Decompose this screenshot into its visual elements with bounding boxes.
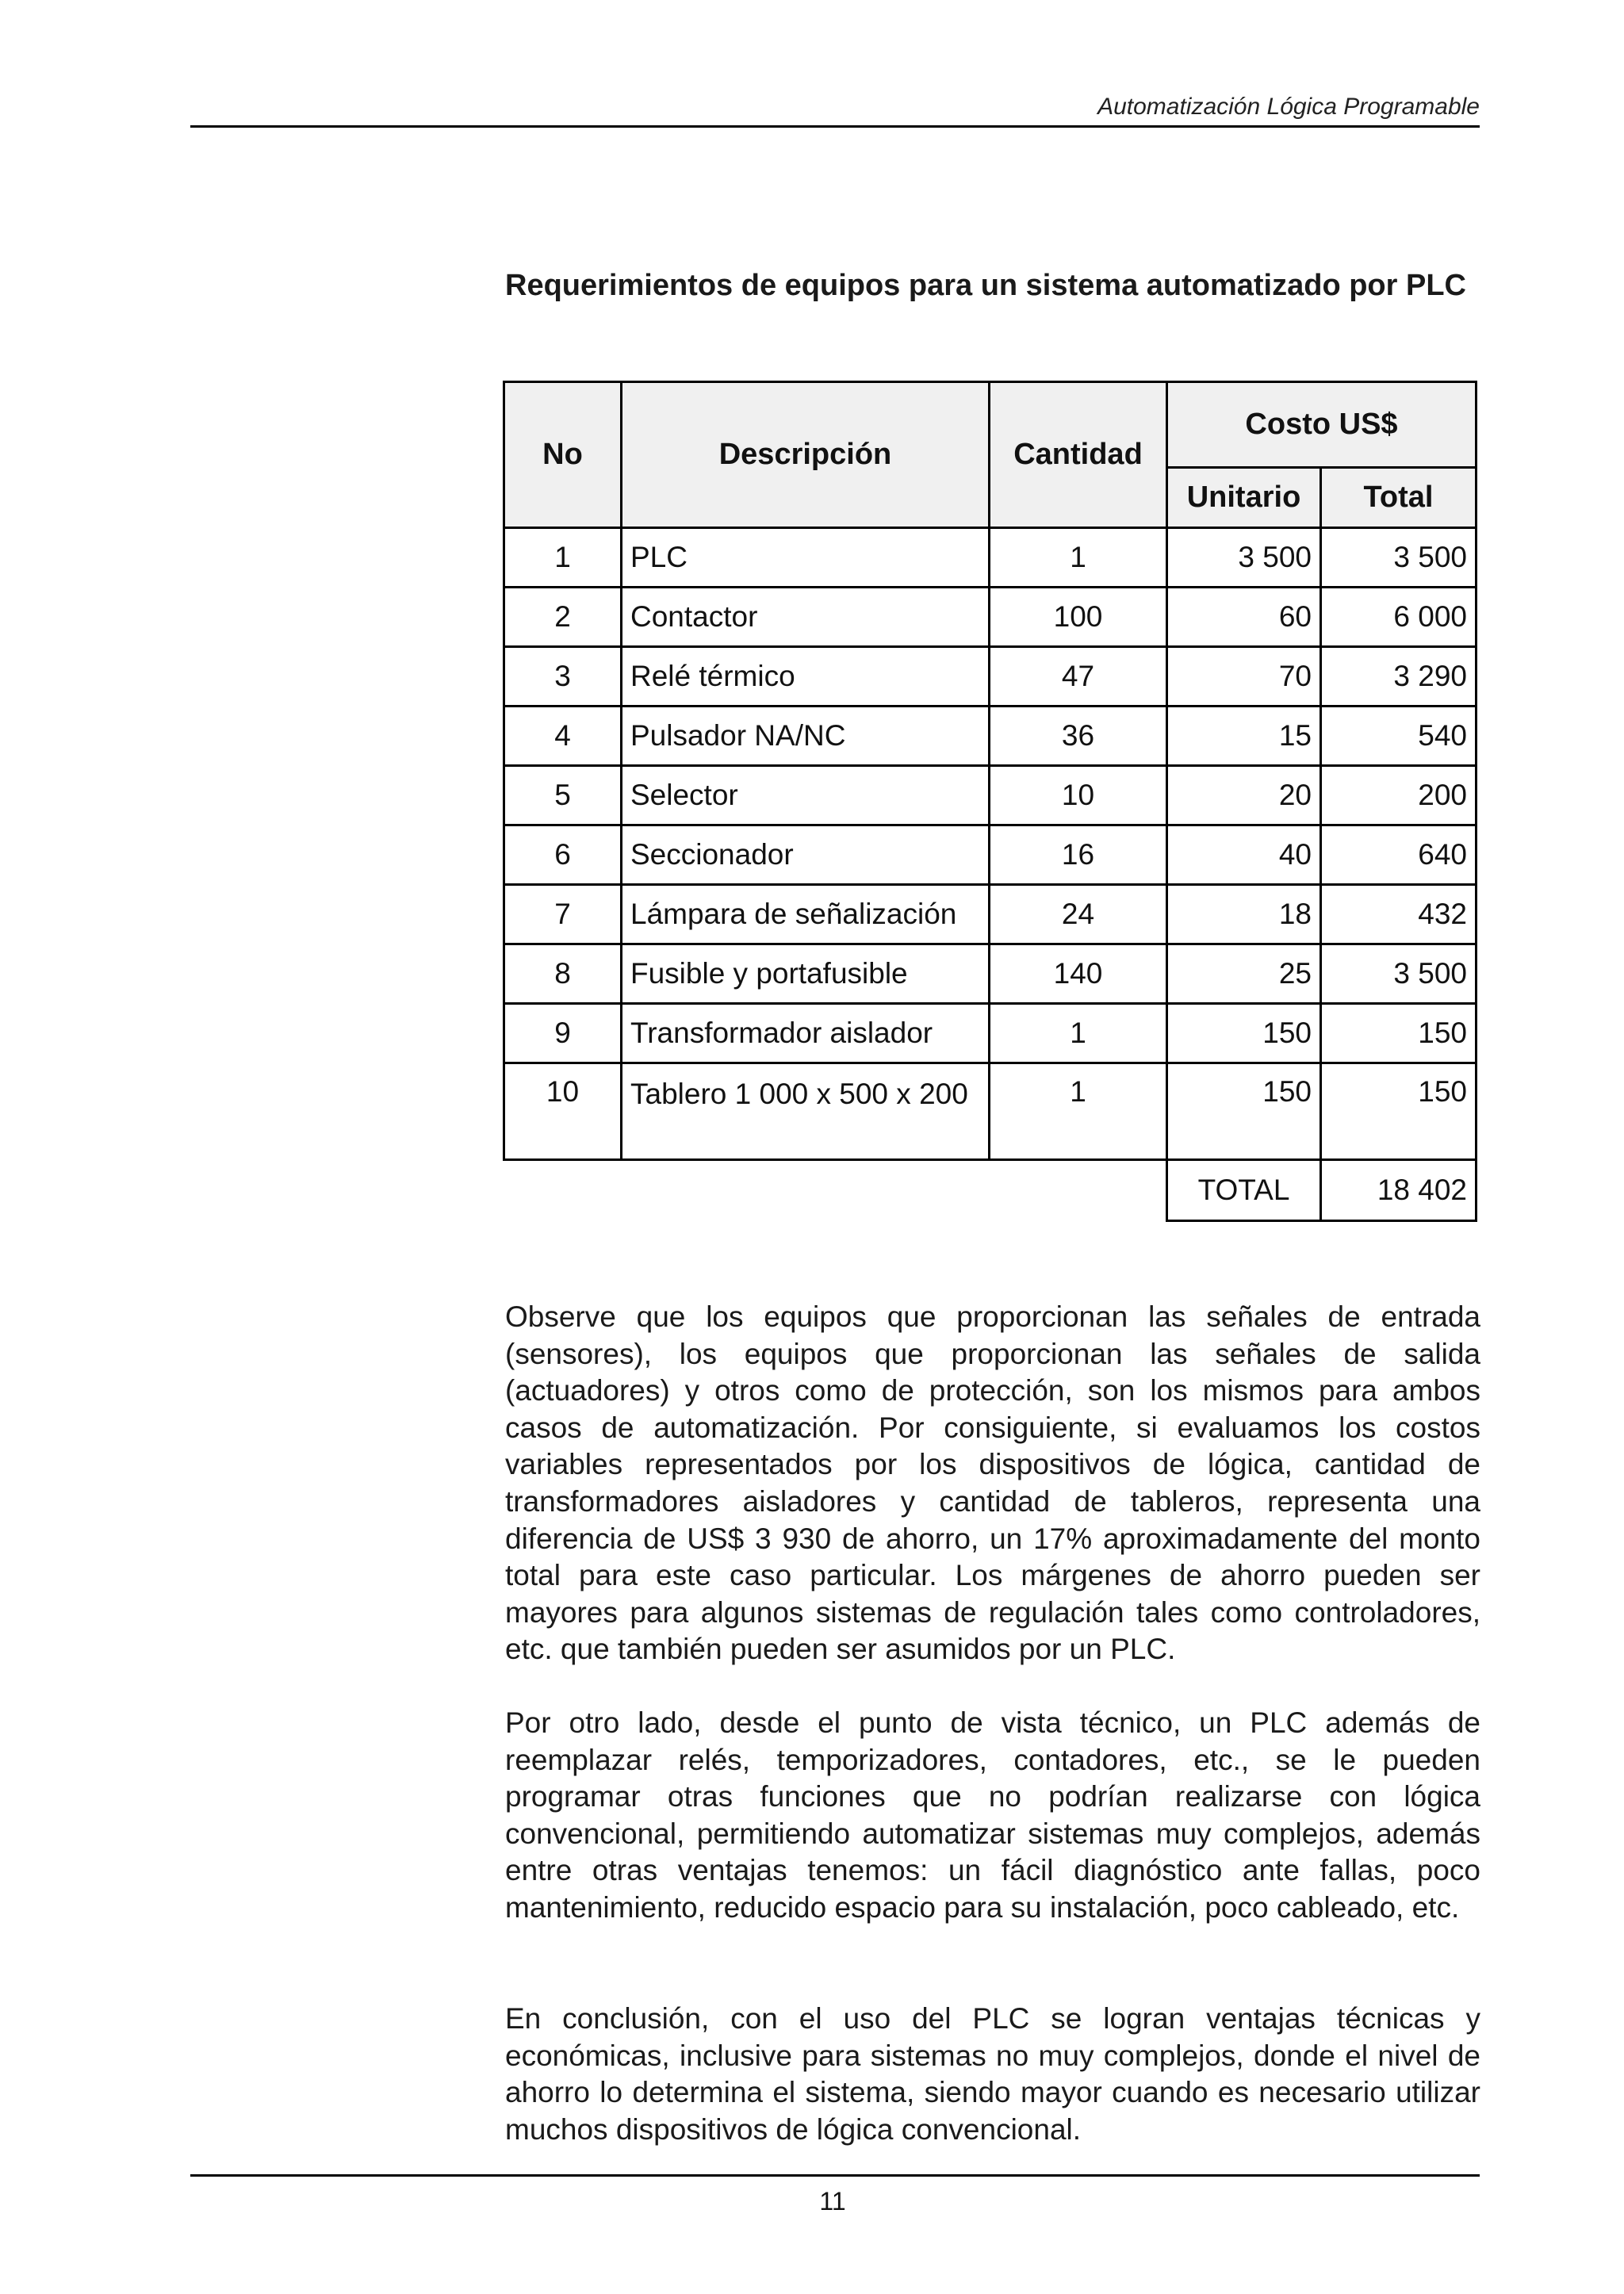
cell-cantidad: 47	[990, 647, 1167, 707]
cell-descripcion: Contactor	[622, 588, 990, 647]
cell-descripcion: Pulsador NA/NC	[622, 707, 990, 766]
total-row	[504, 1160, 1477, 1221]
cell-cantidad: 36	[990, 707, 1167, 766]
table-row	[504, 766, 1477, 825]
header-unitario: Unitario	[1167, 468, 1321, 528]
cell-no: 7	[504, 885, 622, 944]
cell-descripcion: Transformador aislador	[622, 1004, 990, 1063]
header-descripcion: Descripción	[622, 382, 990, 528]
running-header: Automatización Lógica Programable	[1097, 94, 1480, 120]
total-value: 18 402	[1321, 1160, 1477, 1221]
cell-cantidad: 1	[990, 1063, 1167, 1160]
cell-no: 8	[504, 944, 622, 1004]
cell-cantidad: 24	[990, 885, 1167, 944]
cell-total: 432	[1321, 885, 1477, 944]
cell-total: 150	[1321, 1004, 1477, 1063]
equipment-cost-table	[503, 381, 1477, 1222]
paragraph-3: En conclusión, con el uso del PLC se logran ventajas técnicas y económicas, inclusive para sistemas no muy complejos, donde el nivel de ahorro lo determina el sistema, siendo mayor cuando es necesario utilizar muchos dispositivos de lógica convencional.	[505, 2002, 1480, 2146]
cell-total: 150	[1321, 1063, 1477, 1160]
header-total: Total	[1321, 468, 1477, 528]
cell-cantidad: 16	[990, 825, 1167, 885]
header-no: No	[504, 382, 622, 528]
table-row	[504, 647, 1477, 707]
cell-total: 6 000	[1321, 588, 1477, 647]
cell-descripcion: Selector	[622, 766, 990, 825]
total-label: TOTAL	[1167, 1160, 1321, 1221]
header-rule	[190, 125, 1480, 128]
table-row	[504, 588, 1477, 647]
cell-unitario: 60	[1167, 588, 1321, 647]
cell-cantidad: 1	[990, 528, 1167, 588]
paragraph-1: Observe que los equipos que proporcionan las señales de entrada (sensores), los equipos que proporcionan las señales de salida (actuadores) y otros como de protección, son los mismos para ambos casos de automatización. Por consiguiente, si evaluamos los costos variables representados por los dispositivos de lógica, cantidad de transformadores aisladores y cantidad de tableros, representa una diferencia de US$ 3 930 de ahorro, un 17% aproximadamente del monto total para este caso particular. Los márgenes de ahorro pueden ser mayores para algunos sistemas de regulación tales como controladores, etc. que también pueden ser asumidos por un PLC.	[505, 1300, 1480, 1666]
header-costo: Costo US$	[1167, 382, 1477, 468]
section-title: Requerimientos de equipos para un sistema automatizado por PLC	[505, 269, 1466, 302]
cell-total: 540	[1321, 707, 1477, 766]
cell-descripcion: PLC	[622, 528, 990, 588]
cell-no: 2	[504, 588, 622, 647]
cell-descripcion: Seccionador	[622, 825, 990, 885]
cell-total: 640	[1321, 825, 1477, 885]
cell-cantidad: 1	[990, 1004, 1167, 1063]
cell-unitario: 18	[1167, 885, 1321, 944]
cell-cantidad: 100	[990, 588, 1167, 647]
table-row	[504, 1063, 1477, 1160]
header-cantidad: Cantidad	[990, 382, 1167, 528]
cell-no: 1	[504, 528, 622, 588]
cell-no: 4	[504, 707, 622, 766]
cell-no: 3	[504, 647, 622, 707]
cell-unitario: 150	[1167, 1004, 1321, 1063]
cell-unitario: 20	[1167, 766, 1321, 825]
cell-no: 9	[504, 1004, 622, 1063]
table-row	[504, 528, 1477, 588]
table-row	[504, 707, 1477, 766]
cell-unitario: 150	[1167, 1063, 1321, 1160]
page-number: 11	[819, 2187, 846, 2215]
cell-cantidad: 140	[990, 944, 1167, 1004]
cell-no: 10	[504, 1063, 622, 1160]
table-row	[504, 1004, 1477, 1063]
cell-no: 6	[504, 825, 622, 885]
cell-no: 5	[504, 766, 622, 825]
cell-unitario: 40	[1167, 825, 1321, 885]
cell-descripcion: Fusible y portafusible	[622, 944, 990, 1004]
footer-rule	[190, 2174, 1480, 2177]
paragraph-2: Por otro lado, desde el punto de vista técnico, un PLC además de reemplazar relés, temporizadores, contadores, etc., se le pueden programar otras funciones que no podrían realizarse con lógica convencional, permitiendo automatizar sistemas muy complejos, además entre otras ventajas tenemos: un fácil diagnóstico ante fallas, poco mantenimiento, reducido espacio para su instalación, poco cableado, etc.	[505, 1706, 1480, 1924]
cell-total: 3 500	[1321, 528, 1477, 588]
cell-total: 200	[1321, 766, 1477, 825]
cell-descripcion: Tablero 1 000 x 500 x 200	[622, 1063, 990, 1160]
cell-total: 3 500	[1321, 944, 1477, 1004]
table-row	[504, 885, 1477, 944]
cell-descripcion: Lámpara de señalización	[622, 885, 990, 944]
cell-unitario: 70	[1167, 647, 1321, 707]
table-row	[504, 944, 1477, 1004]
cell-total: 3 290	[1321, 647, 1477, 707]
cell-descripcion: Relé térmico	[622, 647, 990, 707]
table-row	[504, 825, 1477, 885]
cell-cantidad: 10	[990, 766, 1167, 825]
cell-unitario: 3 500	[1167, 528, 1321, 588]
cell-unitario: 25	[1167, 944, 1321, 1004]
cell-unitario: 15	[1167, 707, 1321, 766]
